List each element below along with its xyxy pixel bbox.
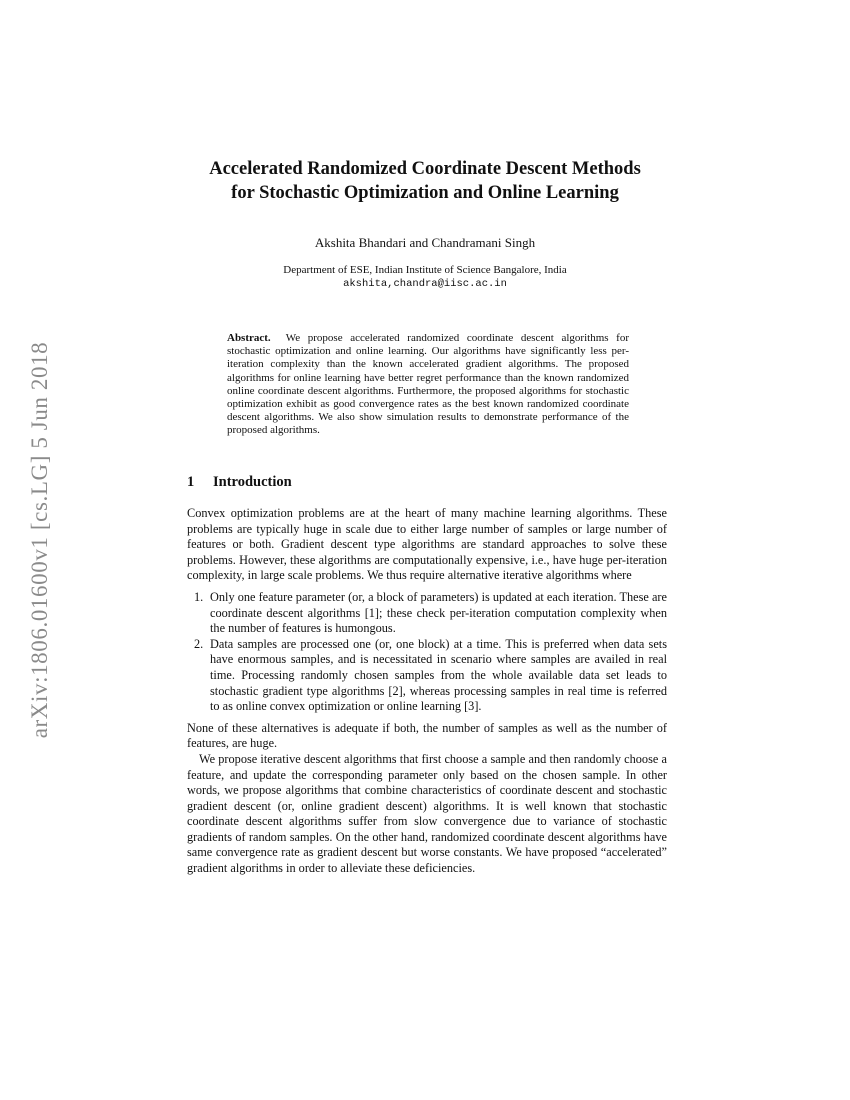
list-item-marker: 2. bbox=[194, 636, 204, 651]
list-item-marker: 1. bbox=[194, 589, 204, 604]
list-item bbox=[187, 590, 667, 637]
paragraph: None of these alternatives is adequate if both, the number of samples as well as the number of features, are huge. bbox=[187, 720, 667, 751]
paragraph: We propose iterative descent algorithms that first choose a sample and then randomly choose a feature, and update the corresponding parameter only based on the chosen sample. In other words, we propose algorithms that combine characteristics of coordinate descent and stochastic gradient descent (or, online gradient descent) algorithms. It is well known that stochastic coordinate descent algorithms suffer from slow convergence due to variance of stochastic gradients of random samples. On the other hand, randomized coordinate descent algorithms have same convergence rate as gradient descent but worse constants. We have proposed “accelerated” gradient algorithms in order to alleviate these deficiencies. bbox=[187, 751, 667, 876]
paragraph: Convex optimization problems are at the heart of many machine learning algorithms. These problems are typically huge in scale due to either large number of samples or large number of features or both. Gradient descent type algorithms are standard approaches to solve these problems. However, these algorithms are computationally expensive, i.e., have huge per-iteration complexity, in large scale problems. We thus require alternative iterative algorithms where bbox=[187, 506, 667, 583]
abstract-text: We propose accelerated randomized coordinate descent algorithms for stochastic optimization and online learning. Our algorithms have significantly less per-iteration complexity than the known accelerated gradient algorithms. The proposed algorithms for online learning have better regret performance than the known randomized online coordinate descent algorithms. Furthermore, the proposed algorithms for stochastic optimization exhibit as good convergence rates as the best known randomized coordinate descent algorithms. We also show simulation results to demonstrate performance of the proposed algorithms. bbox=[227, 332, 629, 437]
paper-title bbox=[150, 157, 700, 205]
author-email: akshita,chandra@iisc.ac.in bbox=[343, 278, 507, 290]
list-item-text: Only one feature parameter (or, a block of parameters) is updated at each iteration. These are coordinate descent algorithms [1]; these check per-iteration computation complexity when the number of features is humongous. bbox=[210, 589, 667, 636]
section-heading bbox=[187, 474, 292, 491]
title-line-2: for Stochastic Optimization and Online Learning bbox=[231, 183, 619, 203]
authors: Akshita Bhandari and Chandramani Singh bbox=[314, 235, 536, 250]
list-item-text: Data samples are processed one (or, one block) at a time. This is preferred when data sets have enormous samples, and is necessitated in scenario where samples are availed in real time. Processing randomly chosen samples from the whole available data set leads to stochastic gradient type algorithms [2], whereas processing samples in real time is referred to as online convex optimization or online learning [3]. bbox=[210, 636, 667, 714]
section-title: Introduction bbox=[213, 474, 292, 490]
numbered-list bbox=[187, 590, 667, 715]
abstract bbox=[227, 332, 629, 438]
affiliation-block bbox=[150, 263, 700, 291]
section-number: 1 bbox=[187, 474, 195, 490]
list-item bbox=[187, 637, 667, 715]
section-body bbox=[187, 506, 667, 877]
affiliation: Department of ESE, Indian Institute of Science Bangalore, India bbox=[283, 264, 567, 276]
arxiv-identifier: arXiv:1806.01600v1 [cs.LG] 5 Jun 2018 bbox=[27, 341, 52, 739]
title-line-1: Accelerated Randomized Coordinate Descent Methods bbox=[209, 159, 641, 179]
abstract-label: Abstract. bbox=[227, 332, 271, 344]
